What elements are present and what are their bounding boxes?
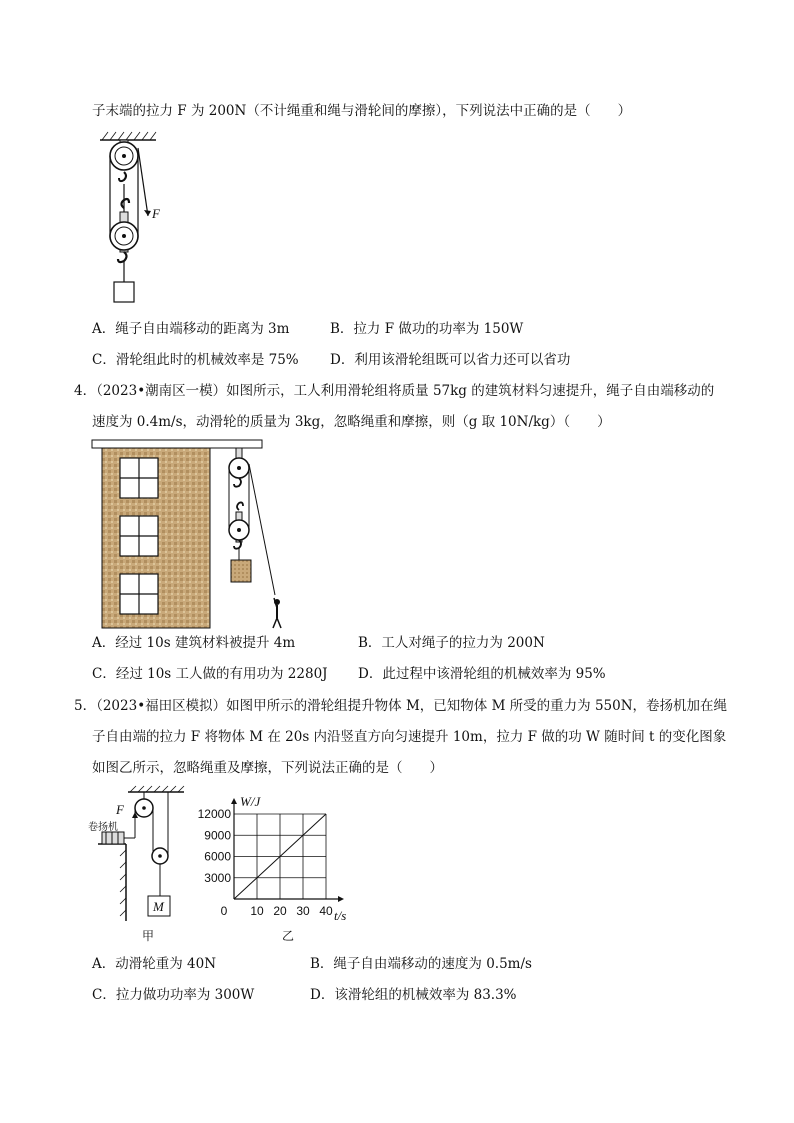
q4-building-figure bbox=[90, 440, 270, 630]
y-tick-label: 12000 bbox=[197, 807, 231, 821]
q3-option-b: B．拉力 F 做功的功率为 150W bbox=[330, 321, 524, 337]
q5-force-label: F bbox=[116, 802, 124, 817]
q5-stem-line3: 如图乙所示，忽略绳重及摩擦，下列说法正确的是（ ） bbox=[92, 760, 443, 776]
q4-option-a: A．经过 10s 建筑材料被提升 4m bbox=[92, 635, 296, 651]
chart-ylabel: W/J bbox=[240, 794, 261, 809]
q5-option-b: B．绳子自由端移动的速度为 0.5m/s bbox=[310, 956, 532, 972]
q3-option-a: A．绳子自由端移动的距离为 3m bbox=[92, 321, 290, 337]
q5-mass-label: M bbox=[153, 899, 164, 914]
q3-pulley-figure bbox=[100, 128, 200, 313]
q5-winch-label: 卷扬机 bbox=[88, 822, 118, 833]
q4-stem-line2: 速度为 0.4m/s，动滑轮的质量为 3kg，忽略绳重和摩擦，则（g 取 10N/kg）（ ） bbox=[92, 414, 611, 430]
q5-caption-yi: 乙 bbox=[282, 929, 295, 943]
q5-option-d: D．该滑轮组的机械效率为 83.3% bbox=[310, 987, 517, 1003]
y-axis-arrow bbox=[231, 798, 237, 804]
x-tick-label: 40 bbox=[319, 904, 333, 918]
q4-option-c: C．经过 10s 工人做的有用功为 2280J bbox=[92, 666, 328, 682]
q3-continuation: 子末端的拉力 F 为 200N（不计绳重和绳与滑轮间的摩擦），下列说法中正确的是（ ） bbox=[92, 103, 632, 119]
y-tick-label: 9000 bbox=[204, 828, 231, 843]
q3-force-label: F bbox=[152, 206, 160, 221]
y-tick-label: 3000 bbox=[204, 870, 231, 885]
chart-xlabel: t/s bbox=[334, 908, 347, 923]
q5-caption-jia: 甲 bbox=[142, 929, 155, 943]
q5-stem-line2: 子自由端的拉力 F 将物体 M 在 20s 内沿竖直方向匀速提升 10m，拉力 F 做的功 W 随时间 t 的变化图象 bbox=[92, 729, 727, 745]
x-axis-arrow bbox=[338, 896, 344, 902]
q3-option-d: D．利用该滑轮组既可以省力还可以省功 bbox=[330, 352, 571, 368]
x-tick-label: 20 bbox=[273, 904, 287, 918]
q5-option-a: A．动滑轮重为 40N bbox=[92, 956, 217, 972]
q5-wt-chart bbox=[196, 786, 366, 946]
x-tick-label: 0 bbox=[220, 904, 228, 918]
q5-figure-jia bbox=[88, 786, 198, 946]
q4-stem-line1: 4．（2023•潮南区一模）如图所示，工人利用滑轮组将质量 57kg 的建筑材料匀速提升，绳子自由端移动的 bbox=[74, 383, 715, 399]
chart-ticks bbox=[198, 807, 333, 918]
q4-option-d: D．此过程中该滑轮组的机械效率为 95% bbox=[358, 666, 606, 682]
q5-stem-line1: 5．（2023•福田区模拟）如图甲所示的滑轮组提升物体 M，已知物体 M 所受的重力为 550N，卷扬机加在绳 bbox=[74, 698, 728, 714]
q3-option-c: C．滑轮组此时的机械效率是 75% bbox=[92, 352, 299, 368]
x-tick-label: 30 bbox=[296, 904, 310, 918]
y-tick-label: 6000 bbox=[204, 849, 231, 864]
q5-option-c: C．拉力做功功率为 300W bbox=[92, 987, 255, 1003]
q4-option-b: B．工人对绳子的拉力为 200N bbox=[358, 635, 545, 651]
x-tick-label: 10 bbox=[250, 904, 264, 918]
